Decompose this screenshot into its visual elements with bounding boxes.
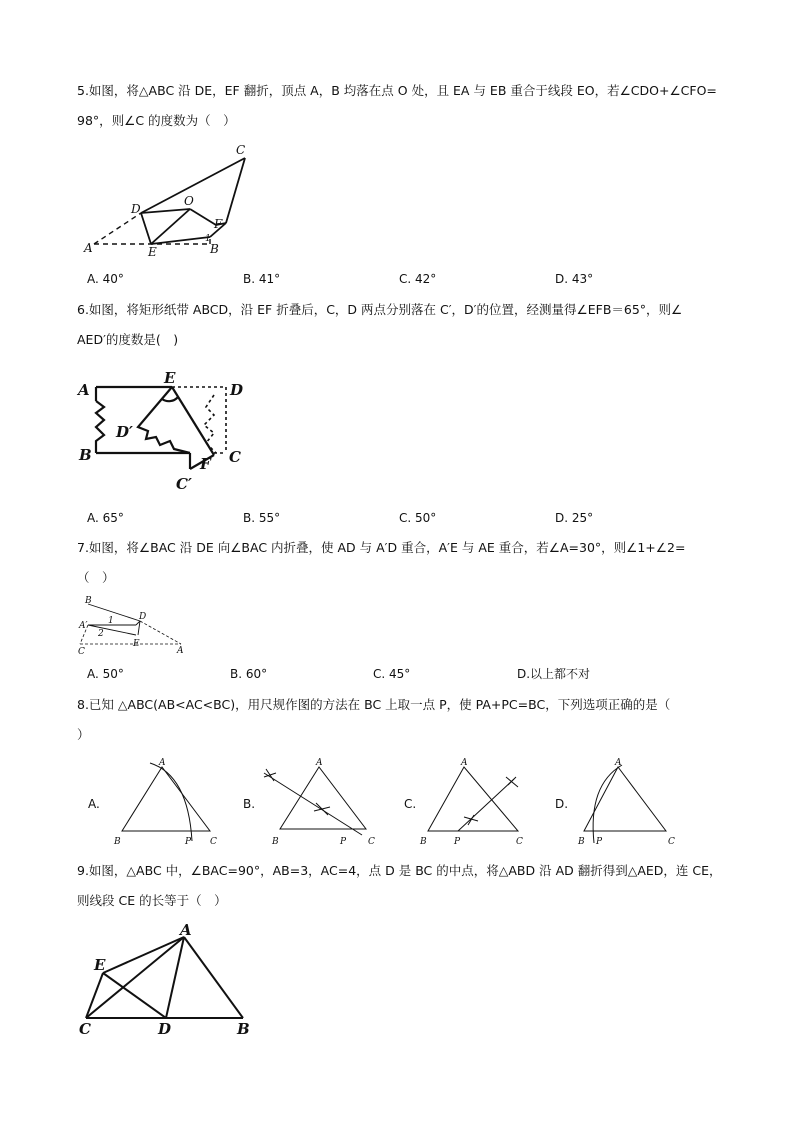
q5-stem-line2: 98°，则∠C 的度数为（ ）	[77, 113, 236, 128]
q6-label-c-prime: C′	[176, 475, 192, 493]
q8-stem-line2: ）	[77, 727, 90, 742]
q7-label-2: 2	[98, 629, 104, 639]
q8-a-label-b: B	[114, 837, 121, 847]
q8-b-label-b: B	[272, 837, 279, 847]
q5-label-1: 1	[205, 234, 211, 244]
q7-option-c: C. 45°	[373, 667, 411, 681]
q7-label-b: B	[85, 596, 92, 606]
q8-b-label-c: C	[368, 837, 375, 847]
q5-option-c: C. 42°	[399, 272, 437, 286]
q9-figure	[76, 920, 266, 1045]
q7-label-a-prime: A′	[79, 621, 88, 631]
q8-option-b-letter: B.	[243, 797, 256, 811]
q7-label-e: E	[133, 639, 140, 649]
q8-option-b-figure	[262, 755, 387, 850]
q7-label-a: A	[177, 646, 184, 656]
q5-figure	[78, 140, 258, 265]
q8-option-d-letter: D.	[555, 797, 569, 811]
q5-label-d: D	[131, 202, 141, 216]
q7-label-1: 1	[108, 616, 114, 626]
q8-stem-line1: 8.已知 △ABC(AB<AC<BC)，用尺规作图的方法在 BC 上取一点 P，使 PA+PC=BC，下列选项正确的是（	[77, 697, 671, 712]
q5-label-e: E	[148, 245, 157, 259]
q6-option-a: A. 65°	[87, 511, 124, 525]
q7-stem-line1: 7.如图，将∠BAC 沿 DE 向∠BAC 内折叠，使 AD 与 A′D 重合，A′E 与 AE 重合，若∠A=30°，则∠1+∠2=	[77, 540, 686, 555]
q6-label-b: B	[79, 446, 92, 464]
q6-label-a: A	[78, 381, 90, 399]
q6-option-c: C. 50°	[399, 511, 437, 525]
q7-option-d: D.以上都不对	[517, 667, 591, 681]
q5-option-b: B. 41°	[243, 272, 281, 286]
q9-label-b: B	[237, 1020, 250, 1038]
q6-label-e: E	[164, 369, 176, 387]
q9-stem-line1: 9.如图，△ABC 中，∠BAC=90°，AB=3，AC=4，点 D 是 BC 的中点，将△ABD 沿 AD 翻折得到△AED，连 CE，	[77, 863, 722, 878]
q8-c-label-p: P	[454, 837, 461, 847]
q8-option-a-figure	[110, 755, 225, 850]
q8-a-label-p: P	[185, 837, 192, 847]
q8-a-label-a: A	[159, 758, 166, 768]
q8-d-label-b: B	[578, 837, 585, 847]
q5-label-f: F	[214, 217, 223, 231]
q8-option-d-figure	[572, 755, 682, 850]
q7-stem-line2: （ ）	[77, 570, 115, 585]
q6-option-d: D. 25°	[555, 511, 594, 525]
q9-stem-line2: 则线段 CE 的长等于（ ）	[77, 893, 227, 908]
q7-label-d: D	[139, 612, 147, 622]
q8-option-c-letter: C.	[404, 797, 417, 811]
q5-label-b: B	[210, 242, 219, 256]
q5-option-d: D. 43°	[555, 272, 594, 286]
q8-option-c-figure	[418, 755, 538, 850]
q5-stem-line1: 5.如图，将△ABC 沿 DE，EF 翻折，顶点 A，B 均落在点 O 处，且 EA 与 EB 重合于线段 EO，若∠CDO+∠CFO=	[77, 83, 717, 98]
q7-option-b: B. 60°	[230, 667, 268, 681]
q8-c-label-c: C	[516, 837, 523, 847]
q5-label-a: A	[84, 241, 93, 255]
q6-label-f: F	[200, 455, 211, 473]
q6-label-d-prime: D′	[116, 423, 133, 441]
q9-label-e: E	[94, 956, 106, 974]
q6-label-c: C	[229, 448, 241, 466]
q7-label-c: C	[78, 647, 85, 657]
q8-option-a-letter: A.	[88, 797, 100, 811]
q9-label-d: D	[158, 1020, 172, 1038]
q8-b-label-a: A	[316, 758, 323, 768]
q6-label-d: D	[230, 381, 244, 399]
q8-c-label-b: B	[420, 837, 427, 847]
q6-figure	[76, 365, 256, 495]
q8-d-label-p: P	[596, 837, 603, 847]
q8-a-label-c: C	[210, 837, 217, 847]
q6-stem-line1: 6.如图，将矩形纸带 ABCD，沿 EF 折叠后，C，D 两点分别落在 C′，D′的位置，经测量得∠EFB＝65°，则∠	[77, 302, 683, 317]
q8-d-label-c: C	[668, 837, 675, 847]
q6-option-b: B. 55°	[243, 511, 281, 525]
q5-option-a: A. 40°	[87, 272, 124, 286]
q5-label-c: C	[236, 143, 246, 157]
q9-label-c: C	[79, 1020, 91, 1038]
q8-b-label-p: P	[340, 837, 347, 847]
q8-d-label-a: A	[615, 758, 622, 768]
q8-c-label-a: A	[461, 758, 468, 768]
q5-label-o: O	[184, 194, 194, 208]
q6-stem-line2: AED′的度数是( )	[77, 332, 179, 347]
q9-label-a: A	[180, 921, 192, 939]
q7-option-a: A. 50°	[87, 667, 124, 681]
q7-figure	[76, 595, 196, 660]
